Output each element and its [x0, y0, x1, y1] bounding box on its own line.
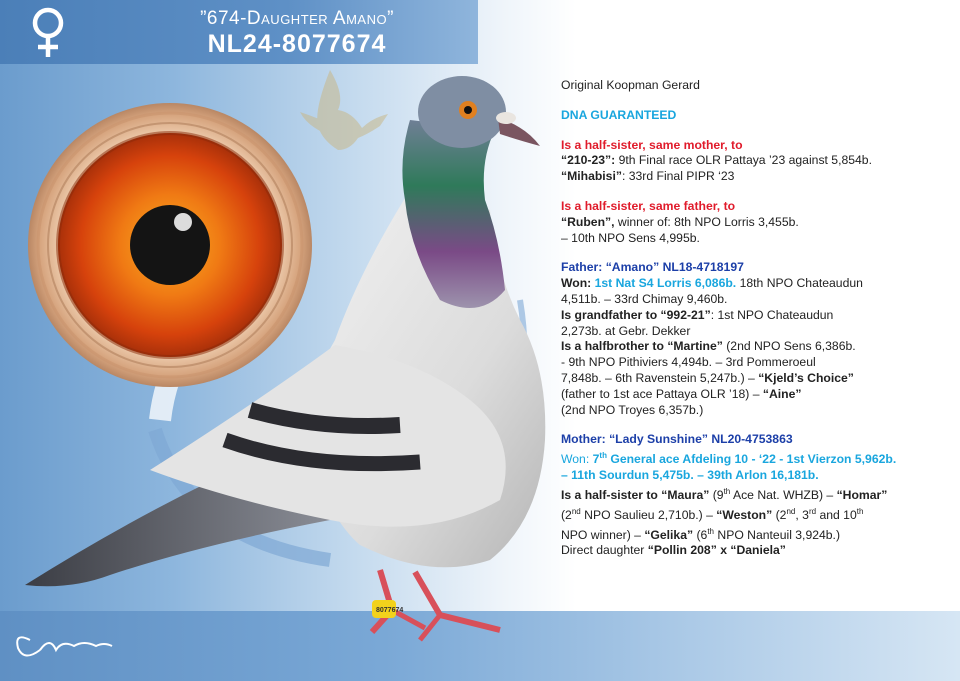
- header-banner: [0, 0, 478, 64]
- watermark-bird-icon: [300, 70, 388, 150]
- father-grandfather: Is grandfather to “992-21”: 1st NPO Chateaudun: [561, 307, 834, 322]
- father-grandfather-line2: 2,273b. at Gebr. Dekker: [561, 323, 691, 338]
- mother-won: Won: 7th General ace Afdeling 10 - ‘22 - 1st Vierzon 5,962b.: [561, 451, 897, 467]
- mother-sibling-heading: Is a half-sister, same mother, to: [561, 137, 743, 152]
- signature-logo: [17, 637, 112, 655]
- father-halfbrother-line3: 7,848b. – 6th Ravenstein 5,247b.) – “Kjeld’s Choice”: [561, 370, 854, 385]
- father-sibling-heading: Is a half-sister, same father, to: [561, 198, 736, 213]
- ring-number-title: NL24-8077674: [207, 30, 387, 58]
- female-symbol-icon: [22, 5, 74, 59]
- father-sibling-line2: – 10th NPO Sens 4,995b.: [561, 230, 700, 245]
- dna-guaranteed: DNA GUARANTEED: [561, 107, 677, 122]
- father-won-line2: 4,511b. – 33rd Chimay 9,460b.: [561, 291, 728, 306]
- pigeon-eye-image: [28, 103, 312, 387]
- father-won: Won: 1st Nat S4 Lorris 6,086b. 18th NPO Chateaudun: [561, 276, 863, 291]
- father-halfbrother-line2: - 9th NPO Pithiviers 4,494b. – 3rd Pommeroeul: [561, 355, 816, 370]
- father-halfbrother-line4: (father to 1st ace Pattaya OLR ’18) – “Aine”: [561, 386, 802, 401]
- father-sibling: “Ruben”, winner of: 8th NPO Lorris 3,455b.: [561, 214, 799, 229]
- mother-halfsister-line2: (2nd NPO Saulieu 2,710b.) – “Weston” (2nd, 3rd and 10th: [561, 506, 864, 522]
- father-halfbrother-line5: (2nd NPO Troyes 6,357b.): [561, 402, 704, 417]
- mother-heading: Mother: “Lady Sunshine” NL20-4753863: [561, 432, 793, 447]
- pigeon-name-title: ”674-Daughter Amano”: [200, 8, 394, 29]
- mother-sibling-1: “210-23”: 9th Final race OLR Pattaya ’23 against 5,854b.: [561, 153, 872, 168]
- ring-band-text: 8077674: [376, 607, 404, 614]
- pedigree-info: [561, 78, 951, 559]
- mother-won-line2: – 11th Sourdun 5,475b. – 39th Arlon 16,181b.: [561, 468, 819, 482]
- direct-daughter: Direct daughter “Pollin 208” x “Daniela”: [561, 543, 786, 558]
- origin-text: Original Koopman Gerard: [561, 78, 700, 92]
- mother-sibling-2: “Mihabisi”: 33rd Final PIPR ‘23: [561, 169, 735, 184]
- mother-halfsister: Is a half-sister to “Maura” (9th Ace Nat. WHZB) – “Homar”: [561, 486, 888, 502]
- mother-halfsister-line3: NPO winner) – “Gelika” (6th NPO Nanteuil 3,924b.): [561, 526, 841, 542]
- father-heading: Father: “Amano” NL18-4718197: [561, 260, 744, 275]
- father-halfbrother: Is a halfbrother to “Martine” (2nd NPO Sens 6,386b.: [561, 339, 856, 354]
